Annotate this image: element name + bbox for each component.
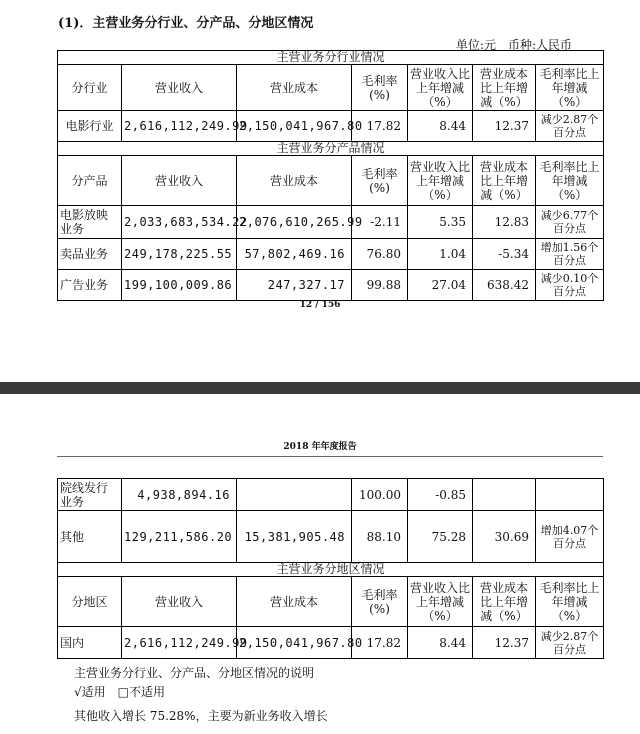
cost-cell: 15,381,905.48 bbox=[237, 511, 352, 563]
row-label-cell: 院线发行业务 bbox=[58, 479, 122, 511]
table-row bbox=[58, 206, 604, 239]
cost-change-cell: 30.69 bbox=[473, 511, 536, 563]
region-section-title: 主营业务分地区情况 bbox=[58, 563, 604, 577]
header-cell: 营业成本 bbox=[237, 65, 352, 111]
revenue-cell: 4,938,894.16 bbox=[122, 479, 237, 511]
revenue-cell: 199,100,009.86 bbox=[122, 270, 237, 301]
main-business-table-continued bbox=[57, 478, 604, 659]
revenue-change-cell: 1.04 bbox=[408, 239, 473, 270]
header-cell: 营业收入比上年增减（%） bbox=[408, 65, 473, 111]
header-cell: 毛利率(%) bbox=[352, 156, 408, 206]
cost-change-cell: 12.37 bbox=[473, 627, 536, 659]
industry-header-row bbox=[58, 65, 604, 111]
header-cell: 毛利率(%) bbox=[352, 577, 408, 627]
header-cell: 毛利率比上年增减（%） bbox=[536, 65, 604, 111]
cost-cell: 57,802,469.16 bbox=[237, 239, 352, 270]
revenue-change-cell: 27.04 bbox=[408, 270, 473, 301]
revenue-change-cell: 8.44 bbox=[408, 627, 473, 659]
row-label-cell: 卖品业务 bbox=[58, 239, 122, 270]
revenue-change-cell: 8.44 bbox=[408, 111, 473, 142]
gross-margin-cell: 17.82 bbox=[352, 627, 408, 659]
cost-change-cell: 12.37 bbox=[473, 111, 536, 142]
report-page-13 bbox=[0, 394, 640, 734]
header-cell: 营业成本比上年增减（%） bbox=[473, 577, 536, 627]
table-row bbox=[58, 239, 604, 270]
header-cell: 营业成本比上年增减（%） bbox=[473, 156, 536, 206]
gross-margin-cell: 17.82 bbox=[352, 111, 408, 142]
cost-change-cell bbox=[473, 479, 536, 511]
gross-margin-cell: 100.00 bbox=[352, 479, 408, 511]
margin-change-cell: 增加4.07个百分点 bbox=[536, 511, 604, 563]
header-cell: 营业收入比上年增减（%） bbox=[408, 577, 473, 627]
margin-change-cell: 减少2.87个百分点 bbox=[536, 627, 604, 659]
table-row bbox=[58, 111, 604, 142]
unit-currency-label: 单位:元 币种:人民币 bbox=[455, 38, 572, 52]
header-cell: 毛利率比上年增减（%） bbox=[536, 156, 604, 206]
header-cell: 毛利率(%) bbox=[352, 65, 408, 111]
table-row bbox=[58, 479, 604, 511]
header-cell: 毛利率比上年增减（%） bbox=[536, 577, 604, 627]
cost-cell: 2,076,610,265.99 bbox=[237, 206, 352, 239]
margin-change-cell: 减少2.87个百分点 bbox=[536, 111, 604, 142]
report-header-title: 2018 年年度报告 bbox=[283, 442, 357, 452]
row-label-cell: 国内 bbox=[58, 627, 122, 659]
table-row bbox=[58, 511, 604, 563]
revenue-change-cell: 75.28 bbox=[408, 511, 473, 563]
revenue-cell: 249,178,225.55 bbox=[122, 239, 237, 270]
industry-section-title-row bbox=[58, 51, 604, 65]
product-section-title-row bbox=[58, 142, 604, 156]
gross-margin-cell: 99.88 bbox=[352, 270, 408, 301]
main-business-table bbox=[57, 50, 604, 301]
margin-change-cell: 增加1.56个百分点 bbox=[536, 239, 604, 270]
header-cell: 营业收入比上年增减（%） bbox=[408, 156, 473, 206]
region-section-title-row bbox=[58, 563, 604, 577]
header-cell: 分行业 bbox=[58, 65, 122, 111]
cost-cell bbox=[237, 479, 352, 511]
cost-change-cell: 12.83 bbox=[473, 206, 536, 239]
applicability-status: √适用 □不适用 bbox=[74, 685, 165, 699]
header-cell: 营业成本 bbox=[237, 577, 352, 627]
revenue-cell: 2,616,112,249.99 bbox=[122, 627, 237, 659]
table-row bbox=[58, 270, 604, 301]
header-cell: 营业成本比上年增减（%） bbox=[473, 65, 536, 111]
margin-change-cell bbox=[536, 479, 604, 511]
header-cell: 营业收入 bbox=[122, 577, 237, 627]
row-label-cell: 广告业务 bbox=[58, 270, 122, 301]
notes-explanation: 其他收入增长 75.28%，主要为新业务收入增长 bbox=[74, 709, 328, 723]
gross-margin-cell: -2.11 bbox=[352, 206, 408, 239]
section-heading: (1)．主营业务分行业、分产品、分地区情况 bbox=[58, 16, 314, 31]
revenue-change-cell: -0.85 bbox=[408, 479, 473, 511]
header-divider bbox=[57, 456, 603, 457]
cost-cell: 2,150,041,967.80 bbox=[237, 111, 352, 142]
header-cell: 分产品 bbox=[58, 156, 122, 206]
row-label-cell: 电影放映业务 bbox=[58, 206, 122, 239]
notes-title: 主营业务分行业、分产品、分地区情况的说明 bbox=[74, 666, 315, 680]
gross-margin-cell: 88.10 bbox=[352, 511, 408, 563]
margin-change-cell: 减少0.10个百分点 bbox=[536, 270, 604, 301]
header-cell: 营业收入 bbox=[122, 65, 237, 111]
region-header-row bbox=[58, 577, 604, 627]
header-cell: 分地区 bbox=[58, 577, 122, 627]
revenue-cell: 2,616,112,249.99 bbox=[122, 111, 237, 142]
product-header-row bbox=[58, 156, 604, 206]
cost-cell: 247,327.17 bbox=[237, 270, 352, 301]
revenue-change-cell: 5.35 bbox=[408, 206, 473, 239]
cost-cell: 2,150,041,967.80 bbox=[237, 627, 352, 659]
cost-change-cell: -5.34 bbox=[473, 239, 536, 270]
industry-section-title: 主营业务分行业情况 bbox=[58, 51, 604, 65]
gross-margin-cell: 76.80 bbox=[352, 239, 408, 270]
page-separator bbox=[0, 382, 640, 394]
row-label-cell: 电影行业 bbox=[58, 111, 122, 142]
product-section-title: 主营业务分产品情况 bbox=[58, 142, 604, 156]
header-cell: 营业收入 bbox=[122, 156, 237, 206]
revenue-cell: 129,211,586.20 bbox=[122, 511, 237, 563]
table-row bbox=[58, 627, 604, 659]
margin-change-cell: 减少6.77个百分点 bbox=[536, 206, 604, 239]
page-number: 12 / 156 bbox=[299, 300, 341, 310]
row-label-cell: 其他 bbox=[58, 511, 122, 563]
revenue-cell: 2,033,683,534.22 bbox=[122, 206, 237, 239]
header-cell: 营业成本 bbox=[237, 156, 352, 206]
cost-change-cell: 638.42 bbox=[473, 270, 536, 301]
